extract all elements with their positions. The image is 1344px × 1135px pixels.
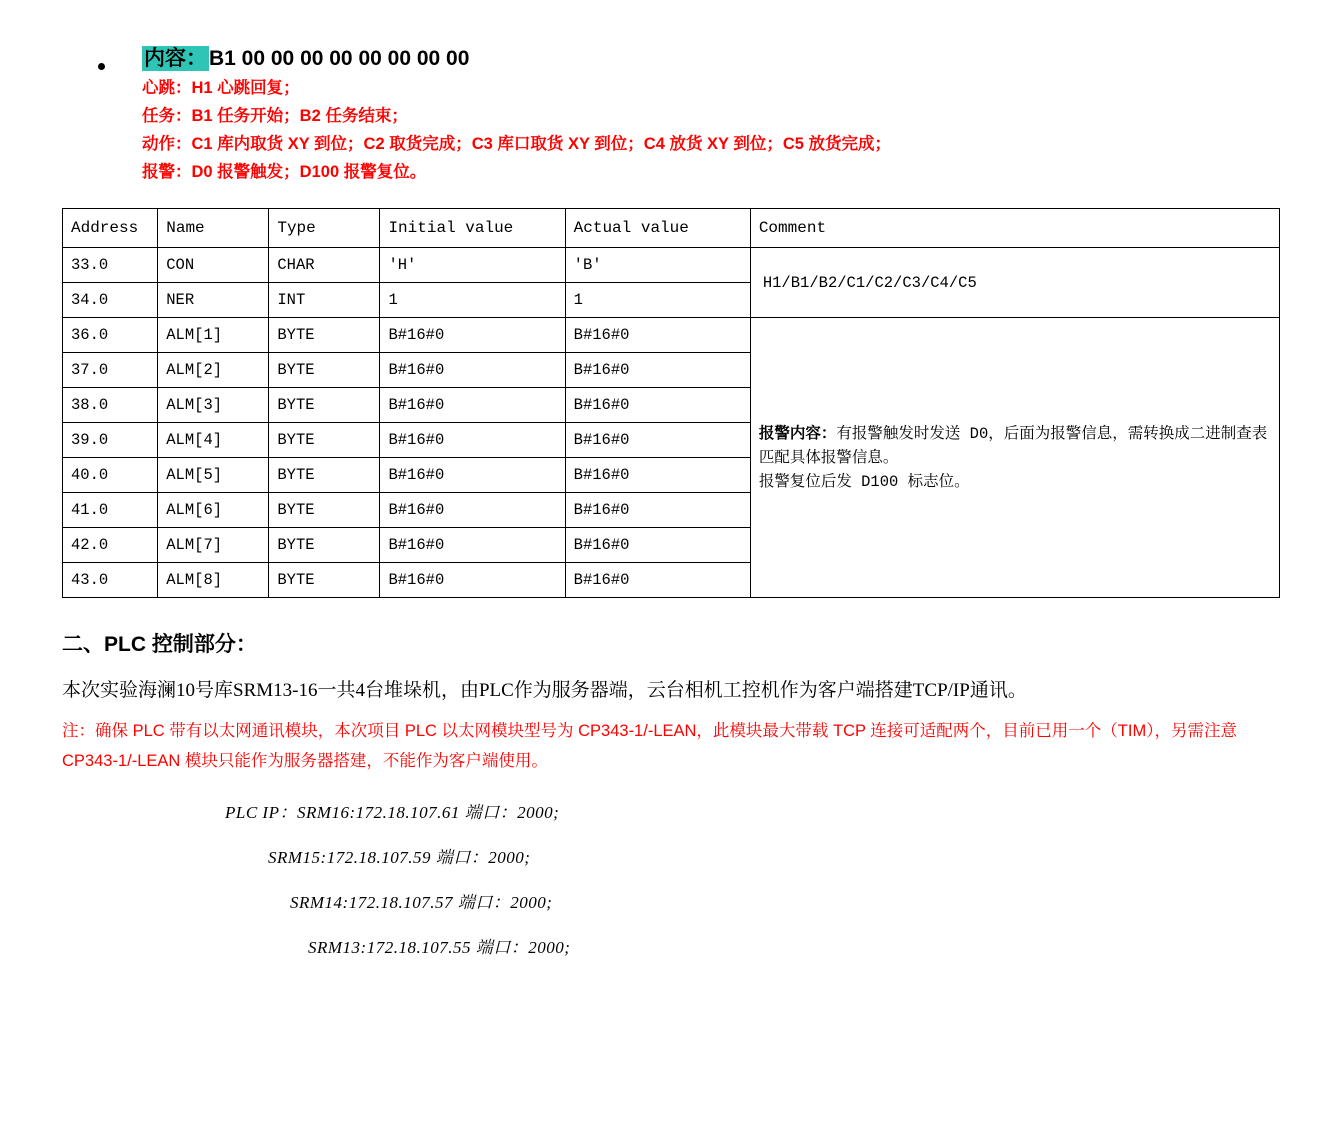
cell-address: 40.0	[63, 458, 158, 493]
cell-initial: 1	[380, 283, 565, 318]
column-header-name: Name	[158, 209, 269, 248]
cell-type: BYTE	[269, 458, 380, 493]
cell-name: ALM[6]	[158, 493, 269, 528]
cell-name: ALM[2]	[158, 353, 269, 388]
cell-type: BYTE	[269, 493, 380, 528]
cell-name: ALM[3]	[158, 388, 269, 423]
cell-actual: 'B'	[565, 248, 750, 283]
cell-address: 37.0	[63, 353, 158, 388]
content-value: B1 00 00 00 00 00 00 00 00	[209, 47, 470, 70]
cell-name: CON	[158, 248, 269, 283]
comment-alarm-text-2: 报警复位后发 D100 标志位。	[758, 472, 970, 491]
cell-name: ALM[1]	[158, 318, 269, 353]
cell-type: BYTE	[269, 423, 380, 458]
cell-actual: B#16#0	[565, 563, 750, 598]
cell-initial: B#16#0	[380, 458, 565, 493]
comment-alarm-label: 报警内容：	[758, 424, 837, 442]
document-page	[0, 44, 1344, 1135]
cell-type: INT	[269, 283, 380, 318]
table-row	[63, 248, 1280, 283]
cell-address: 33.0	[63, 248, 158, 283]
content-label: 内容：	[144, 47, 207, 70]
cell-initial: 'H'	[380, 248, 565, 283]
cell-initial: B#16#0	[380, 423, 565, 458]
cell-address: 42.0	[63, 528, 158, 563]
content-heading	[142, 44, 1344, 74]
table-header-row	[63, 209, 1280, 248]
cell-comment-con: H1/B1/B2/C1/C2/C3/C4/C5	[750, 248, 1279, 318]
cell-actual: B#16#0	[565, 423, 750, 458]
cell-actual: 1	[565, 283, 750, 318]
cell-type: BYTE	[269, 528, 380, 563]
protocol-note-list	[142, 74, 1344, 186]
bullet-dot-icon	[98, 63, 105, 70]
content-bullet-block	[0, 44, 1344, 186]
section-note: 注：确保 PLC 带有以太网通讯模块，本次项目 PLC 以太网模块型号为 CP343-1/-LEAN，此模块最大带载 TCP 连接可适配两个，目前已用一个（TIM），另需注意 CP343-1/-LEAN 模块只能作为服务器搭建，不能作为客户端使用。	[62, 722, 1237, 770]
cell-type: BYTE	[269, 318, 380, 353]
cell-initial: B#16#0	[380, 493, 565, 528]
table-row	[63, 318, 1280, 353]
plc-ip-list	[0, 798, 1344, 958]
plc-ip-srm16: PLC IP：SRM16:172.18.107.61 端口：2000;	[225, 803, 560, 822]
cell-address: 43.0	[63, 563, 158, 598]
cell-actual: B#16#0	[565, 458, 750, 493]
variable-table	[62, 208, 1280, 598]
cell-address: 34.0	[63, 283, 158, 318]
column-header-actual-value: Actual value	[565, 209, 750, 248]
cell-initial: B#16#0	[380, 388, 565, 423]
protocol-note-heartbeat: 心跳：H1 心跳回复；	[142, 79, 300, 97]
comment-alarm-text-1: 有报警触发时发送 D0，后面为报警信息，需转换成二进制查表匹配具体报警信息。	[758, 424, 1268, 467]
cell-actual: B#16#0	[565, 388, 750, 423]
section-paragraph: 本次实验海澜10号库SRM13-16一共4台堆垛机，由PLC作为服务器端，云台相机工控机作为客户端搭建TCP/IP通讯。	[62, 680, 1027, 701]
cell-name: ALM[8]	[158, 563, 269, 598]
column-header-address: Address	[63, 209, 158, 248]
cell-initial: B#16#0	[380, 563, 565, 598]
cell-address: 36.0	[63, 318, 158, 353]
protocol-note-action: 动作：C1 库内取货 XY 到位；C2 取货完成；C3 库口取货 XY 到位；C4 放货 XY 到位；C5 放货完成；	[142, 135, 892, 153]
protocol-note-task: 任务：B1 任务开始；B2 任务结束；	[142, 107, 408, 125]
cell-type: CHAR	[269, 248, 380, 283]
cell-type: BYTE	[269, 563, 380, 598]
cell-actual: B#16#0	[565, 528, 750, 563]
cell-actual: B#16#0	[565, 493, 750, 528]
plc-ip-srm13: SRM13:172.18.107.55 端口：2000;	[308, 938, 571, 957]
cell-address: 38.0	[63, 388, 158, 423]
cell-actual: B#16#0	[565, 318, 750, 353]
section-title-plc: 二、PLC 控制部分：	[62, 633, 257, 656]
cell-name: NER	[158, 283, 269, 318]
cell-initial: B#16#0	[380, 318, 565, 353]
cell-type: BYTE	[269, 353, 380, 388]
plc-ip-srm14: SRM14:172.18.107.57 端口：2000;	[290, 893, 553, 912]
column-header-comment: Comment	[750, 209, 1279, 248]
protocol-note-alarm: 报警：D0 报警触发；D100 报警复位。	[142, 163, 427, 181]
cell-name: ALM[5]	[158, 458, 269, 493]
cell-comment-alarm	[750, 318, 1279, 598]
column-header-initial-value: Initial value	[380, 209, 565, 248]
cell-actual: B#16#0	[565, 353, 750, 388]
plc-ip-srm15: SRM15:172.18.107.59 端口：2000;	[268, 848, 531, 867]
cell-name: ALM[7]	[158, 528, 269, 563]
cell-initial: B#16#0	[380, 528, 565, 563]
cell-type: BYTE	[269, 388, 380, 423]
cell-initial: B#16#0	[380, 353, 565, 388]
cell-address: 39.0	[63, 423, 158, 458]
cell-address: 41.0	[63, 493, 158, 528]
cell-name: ALM[4]	[158, 423, 269, 458]
column-header-type: Type	[269, 209, 380, 248]
